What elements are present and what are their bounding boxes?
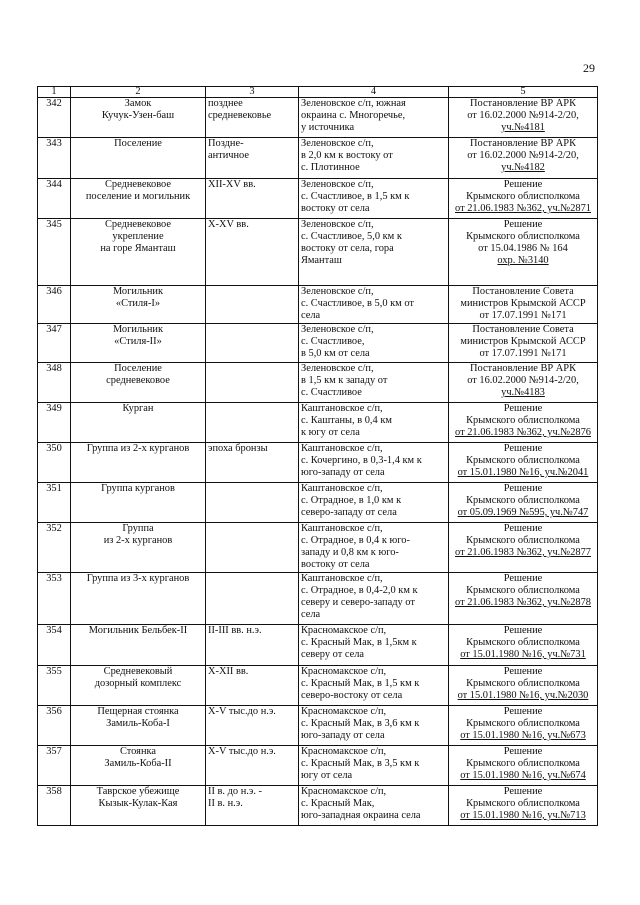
cell-location-line: села [301,609,321,620]
cell-object-name-line: «Стиля-II» [114,336,162,347]
cell-period [206,573,299,625]
cell-location-line: у источника [301,122,355,133]
cell-object-name-line: Замиль-Коба-I [106,718,170,729]
cell-location-line: села [301,310,321,321]
cell-object-name-line: на горе Яманташ [100,243,176,254]
cell-document [449,746,598,786]
cell-object-name-line: Стоянка [119,746,157,757]
cell-object-name-line: Кучук-Узен-баш [101,110,175,121]
cell-period-line: X-XV вв. [208,219,249,230]
cell-document-line: Решение [503,573,543,584]
cell-object-name-line: Таврское убежище [96,786,180,797]
table-row [38,523,598,573]
cell-object-name [71,179,206,219]
cell-document-line: от 15.04.1986 № 164 [478,243,568,254]
cell-period-line: X-V тыс.до н.э. [208,706,276,717]
cell-document-line: от 21.06.1983 №362, уч.№2871 [455,203,591,214]
cell-location-line: с. Красный Мак, [301,798,375,809]
cell-object-name [71,219,206,286]
cell-location-line: в 5,0 км от села [301,348,370,359]
cell-object-name [71,324,206,363]
cell-period-line: X-XII вв. [208,666,249,677]
cell-period [206,403,299,443]
cell-document [449,179,598,219]
cell-number: 351 [38,483,71,523]
cell-number: 349 [38,403,71,443]
cell-document-line: министров Крымской АССР [460,336,586,347]
cell-location-line: северу от села [301,649,365,660]
cell-document-line: от 17.07.1991 №171 [479,310,567,321]
cell-period [206,363,299,403]
cell-object-name [71,443,206,483]
cell-document [449,219,598,286]
cell-document-line: Крымского облисполкома [466,798,580,809]
cell-document [449,98,598,138]
cell-location-line: Зеленовское с/п, [301,179,374,190]
cell-object-name-line: поселение и могильник [85,191,191,202]
cell-location [299,443,449,483]
cell-document [449,666,598,706]
cell-object-name-line: Замиль-Коба-II [104,758,172,769]
table-row [38,483,598,523]
cell-location-line: Красномакское с/п, [301,666,387,677]
cell-location-line: юго-западная окраина села [301,810,421,821]
cell-location [299,138,449,179]
cell-location-line: с. Счастливое, 5,0 км к [301,231,402,242]
cell-period-line: X-V тыс.до н.э. [208,746,276,757]
cell-document-line: Решение [503,219,543,230]
cell-document-line: Постановление ВР АРК [469,98,577,109]
cell-period [206,523,299,573]
column-header-document: 5 [449,87,598,98]
cell-location-line: окраина с. Многоречье, [301,110,406,121]
cell-object-name [71,625,206,666]
cell-period [206,625,299,666]
table-row [38,403,598,443]
cell-location [299,483,449,523]
cell-location-line: Красномакское с/п, [301,625,387,636]
cell-document-line: Постановление Совета [472,286,574,297]
cell-object-name-line: Группа [122,523,154,534]
cell-period [206,443,299,483]
heritage-registry-table [37,86,598,826]
cell-object-name-line: Замок [124,98,152,109]
table-row [38,666,598,706]
cell-location-line: востоку от села, гора [301,243,394,254]
cell-document-line: Решение [503,523,543,534]
table-row [38,179,598,219]
cell-period [206,706,299,746]
cell-object-name [71,706,206,746]
cell-period [206,286,299,324]
cell-location [299,98,449,138]
cell-location [299,403,449,443]
cell-document-line: от 16.02.2000 №914-2/20, [467,375,579,386]
cell-document-line: Крымского облисполкома [466,455,580,466]
cell-period [206,786,299,826]
cell-number: 352 [38,523,71,573]
cell-object-name-line: Поселение [114,138,162,149]
cell-location-line: с. Счастливое, в 1,5 км к [301,191,410,202]
cell-document [449,403,598,443]
cell-location-line: с. Каштаны, в 0,4 км [301,415,392,426]
cell-period [206,666,299,706]
cell-document-line: Крымского облисполкома [466,415,580,426]
cell-object-name [71,786,206,826]
cell-number: 353 [38,573,71,625]
cell-object-name-line: дозорный комплекс [94,678,182,689]
table-body [38,98,598,826]
cell-period-line: Поздне- [208,138,244,149]
cell-document-line: Крымского облисполкома [466,231,580,242]
cell-object-name [71,363,206,403]
cell-document-line: Крымского облисполкома [466,718,580,729]
cell-document [449,706,598,746]
cell-document-line: Крымского облисполкома [466,495,580,506]
table-row [38,786,598,826]
cell-document-line: от 15.01.1980 №16, уч.№674 [460,770,586,781]
cell-document-line: Решение [503,443,543,454]
cell-location-line: северо-востоку от села [301,690,403,701]
cell-document [449,286,598,324]
cell-location-line: с. Красный Мак, в 1,5 км к [301,678,420,689]
cell-location-line: Зеленовское с/п, [301,219,374,230]
cell-document-line: от 17.07.1991 №171 [479,348,567,359]
cell-document-line: от 15.01.1980 №16, уч.№673 [460,730,586,741]
cell-location-line: югу от села [301,770,353,781]
table-row [38,625,598,666]
cell-document-line: от 15.01.1980 №16, уч.№2041 [457,467,589,478]
cell-location-line: с. Счастливое, в 5,0 км от [301,298,414,309]
cell-location-line: северу и северо-западу от [301,597,415,608]
cell-location [299,179,449,219]
column-header-location: 4 [299,87,449,98]
cell-object-name [71,98,206,138]
cell-object-name-line: Поселение [114,363,162,374]
table-row [38,219,598,286]
column-header-period: 3 [206,87,299,98]
cell-document-line: Постановление ВР АРК [469,363,577,374]
cell-document-line: Крымского облисполкома [466,758,580,769]
cell-document-line: Крымского облисполкома [466,678,580,689]
cell-location-line: западу и 0,8 км к юго- [301,547,399,558]
cell-location [299,706,449,746]
table-row [38,286,598,324]
cell-location-line: Зеленовское с/п, [301,363,374,374]
cell-document-line: от 16.02.2000 №914-2/20, [467,150,579,161]
cell-object-name-line: Средневековое [104,219,171,230]
cell-location-line: с. Красный Мак, в 1,5км к [301,637,417,648]
cell-location-line: северо-западу от села [301,507,397,518]
cell-period-line: II в. н.э. [208,798,243,809]
table-header-row [38,87,598,98]
cell-document-line: Крымского облисполкома [466,535,580,546]
cell-location-line: к югу от села [301,427,360,438]
cell-location-line: с. Отрадное, в 0,4 к юго- [301,535,410,546]
cell-location-line: Зеленовское с/п, южная [301,98,406,109]
cell-period-line: средневековье [208,110,272,121]
cell-location [299,746,449,786]
cell-location [299,363,449,403]
cell-object-name [71,403,206,443]
cell-object-name-line: Пещерная стоянка [97,706,179,717]
cell-document [449,443,598,483]
cell-location-line: с. Отрадное, в 1,0 км к [301,495,402,506]
cell-number: 347 [38,324,71,363]
cell-location-line: Каштановское с/п, [301,523,383,534]
table-row [38,573,598,625]
cell-location-line: с. Плотинное [301,162,360,173]
cell-period [206,179,299,219]
cell-document-line: от 16.02.2000 №914-2/20, [467,110,579,121]
cell-document-line: Крымского облисполкома [466,637,580,648]
cell-document-line: министров Крымской АССР [460,298,586,309]
cell-period-line: II-III вв. н.э. [208,625,262,636]
cell-document-line: от 15.01.1980 №16, уч.№713 [460,810,586,821]
cell-location [299,786,449,826]
cell-document [449,138,598,179]
cell-document-line: Решение [503,706,543,717]
cell-number: 344 [38,179,71,219]
cell-location-line: в 1,5 км к западу от [301,375,388,386]
cell-document-line: от 05.09.1969 №595, уч.№747 [457,507,589,518]
cell-location [299,324,449,363]
cell-object-name [71,666,206,706]
cell-object-name-line: средневековое [106,375,170,386]
cell-object-name-line: Группа из 2-х курганов [86,443,190,454]
cell-object-name-line: укрепление [112,231,164,242]
cell-document [449,363,598,403]
cell-number: 348 [38,363,71,403]
cell-object-name-line: Могильник [112,286,164,297]
cell-location-line: Яманташ [301,255,342,266]
cell-document [449,483,598,523]
cell-location-line: юго-западу от села [301,730,385,741]
table-row [38,706,598,746]
cell-document-line: Крымского облисполкома [466,585,580,596]
cell-object-name-line: из 2-х курганов [103,535,173,546]
cell-location-line: востоку от села [301,203,370,214]
cell-number: 350 [38,443,71,483]
cell-location-line: Каштановское с/п, [301,483,383,494]
cell-location-line: востоку от села [301,559,370,570]
cell-object-name [71,483,206,523]
cell-period [206,98,299,138]
column-header-name: 2 [71,87,206,98]
cell-number: 356 [38,706,71,746]
cell-location-line: с. Кочергино, в 0,3-1,4 км к [301,455,422,466]
cell-document-line: Крымского облисполкома [466,191,580,202]
cell-location-line: Каштановское с/п, [301,403,383,414]
cell-document-line: уч.№4182 [501,162,545,173]
table-row [38,324,598,363]
cell-location-line: с. Красный Мак, в 3,6 км к [301,718,420,729]
cell-period-line: эпоха бронзы [208,443,268,454]
cell-document-line: охр. №3140 [497,255,549,266]
cell-location-line: с. Красный Мак, в 3,5 км к [301,758,420,769]
cell-location [299,523,449,573]
table-row [38,98,598,138]
cell-location [299,625,449,666]
cell-object-name-line: Средневековое [104,179,171,190]
cell-number: 358 [38,786,71,826]
cell-number: 355 [38,666,71,706]
cell-period [206,483,299,523]
column-header-number: 1 [38,87,71,98]
cell-location-line: Зеленовское с/п, [301,324,374,335]
cell-location-line: с. Отрадное, в 0,4-2,0 км к [301,585,418,596]
cell-location-line: Красномакское с/п, [301,706,387,717]
cell-location [299,666,449,706]
cell-document-line: Постановление ВР АРК [469,138,577,149]
cell-object-name [71,573,206,625]
cell-document [449,625,598,666]
cell-location-line: Зеленовское с/п, [301,286,374,297]
page-number: 29 [583,61,595,75]
cell-object-name-line: Могильник [112,324,164,335]
cell-location [299,286,449,324]
cell-location [299,219,449,286]
cell-document-line: уч.№4183 [501,387,545,398]
cell-object-name [71,286,206,324]
cell-document [449,324,598,363]
cell-period [206,324,299,363]
cell-number: 345 [38,219,71,286]
table-row [38,443,598,483]
cell-location-line: Каштановское с/п, [301,573,383,584]
cell-object-name-line: «Стиля-I» [115,298,161,309]
cell-period-line: позднее [208,98,243,109]
cell-object-name-line: Могильник Бельбек-II [88,625,188,636]
cell-document-line: Решение [503,625,543,636]
cell-location [299,573,449,625]
cell-location-line: в 2,0 км к востоку от [301,150,393,161]
cell-location-line: с. Счастливое [301,387,362,398]
cell-object-name-line: Кызык-Кулак-Кая [98,798,178,809]
cell-document-line: Постановление Совета [472,324,574,335]
cell-number: 343 [38,138,71,179]
cell-document-line: от 15.01.1980 №16, уч.№731 [460,649,586,660]
cell-number: 346 [38,286,71,324]
cell-document-line: Решение [503,179,543,190]
cell-number: 357 [38,746,71,786]
cell-document-line: уч.№4181 [501,122,545,133]
cell-period-line: II в. до н.э. - [208,786,262,797]
cell-period [206,746,299,786]
cell-object-name-line: Группа курганов [101,483,175,494]
cell-document-line: Решение [503,483,543,494]
cell-document-line: Решение [503,403,543,414]
cell-document-line: от 15.01.1980 №16, уч.№2030 [457,690,589,701]
cell-period [206,219,299,286]
cell-period-line: античное [208,150,249,161]
cell-location-line: Каштановское с/п, [301,443,383,454]
cell-period [206,138,299,179]
cell-number: 342 [38,98,71,138]
table-row [38,138,598,179]
cell-document [449,523,598,573]
cell-document-line: от 21.06.1983 №362, уч.№2878 [455,597,591,608]
cell-document-line: Решение [503,786,543,797]
cell-location-line: Зеленовское с/п, [301,138,374,149]
cell-period-line: XII-XV вв. [208,179,256,190]
cell-object-name [71,746,206,786]
cell-location-line: Красномакское с/п, [301,786,387,797]
cell-number: 354 [38,625,71,666]
cell-object-name-line: Курган [122,403,154,414]
cell-document [449,573,598,625]
cell-object-name-line: Средневековый [103,666,173,677]
cell-document-line: Решение [503,746,543,757]
cell-location-line: с. Счастливое, [301,336,365,347]
table-row [38,363,598,403]
cell-object-name-line: Группа из 3-х курганов [86,573,190,584]
cell-location-line: Красномакское с/п, [301,746,387,757]
cell-document-line: от 21.06.1983 №362, уч.№2877 [455,547,591,558]
cell-document-line: Решение [503,666,543,677]
cell-object-name [71,523,206,573]
table-row [38,746,598,786]
cell-document [449,786,598,826]
cell-location-line: юго-западу от села [301,467,385,478]
cell-object-name [71,138,206,179]
cell-document-line: от 21.06.1983 №362, уч.№2876 [455,427,591,438]
